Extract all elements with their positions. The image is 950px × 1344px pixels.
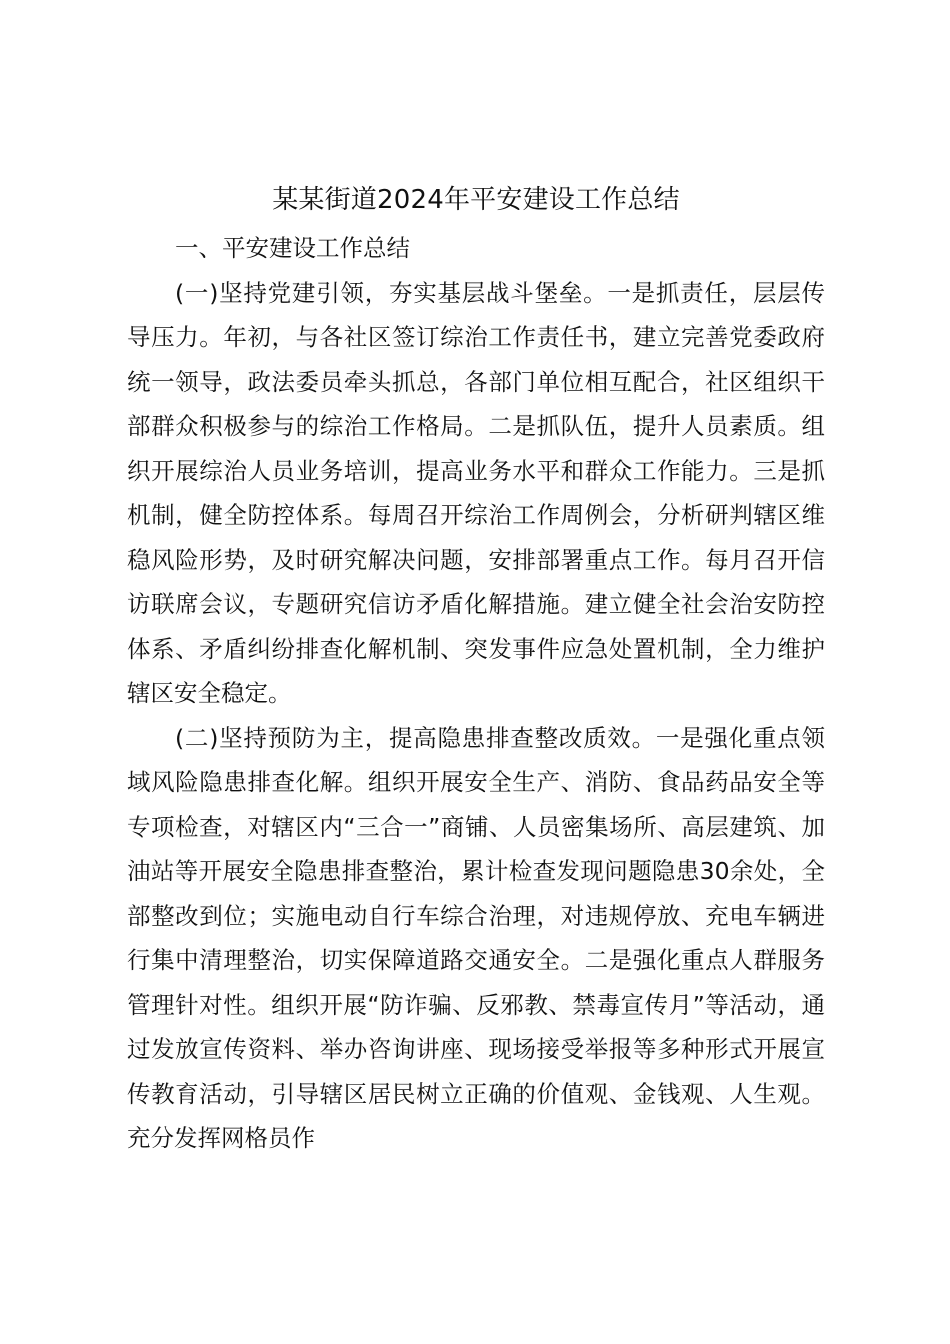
document-title: 某某街道2024年平安建设工作总结 [272, 185, 680, 215]
paragraph-1: (一)坚持党建引领，夯实基层战斗堡垒。一是抓责任，层层传导压力。年初，与各社区签订综治工作责任书，建立完善党委政府统一领导，政法委员牵头抓总，各部门单位相互配合，社区组织干部群众积极参与的综治工作格局。二是抓队伍，提升人员素质。组织开展综治人员业务培训，提高业务水平和群众工作能力。三是抓机制，健全防控体系。每周召开综治工作周例会，分析研判辖区维稳风险形势，及时研究解决问题，安排部署重点工作。每月召开信访联席会议，专题研究信访矛盾化解措施。建立健全社会治安防控体系、矛盾纠纷排查化解机制、突发事件应急处置机制，全力维护辖区安全稳定。 [127, 278, 825, 707]
document-body [127, 178, 825, 1161]
section-heading: 一、平安建设工作总结 [175, 234, 410, 262]
paragraph-2: (二)坚持预防为主，提高隐患排查整改质效。一是强化重点领域风险隐患排查化解。组织开展安全生产、消防、食品药品安全等专项检查，对辖区内“三合一”商铺、人员密集场所、高层建筑、加油站等开展安全隐患排查整治，累计检查发现问题隐患30余处，全部整改到位；实施电动自行车综合治理，对违规停放、充电车辆进行集中清理整治，切实保障道路交通安全。二是强化重点人群服务管理针对性。组织开展“防诈骗、反邪教、禁毒宣传月”等活动，通过发放宣传资料、举办咨询讲座、现场接受举报等多种形式开展宣传教育活动，引导辖区居民树立正确的价值观、金钱观、人生观。充分发挥网格员作 [127, 723, 825, 1152]
